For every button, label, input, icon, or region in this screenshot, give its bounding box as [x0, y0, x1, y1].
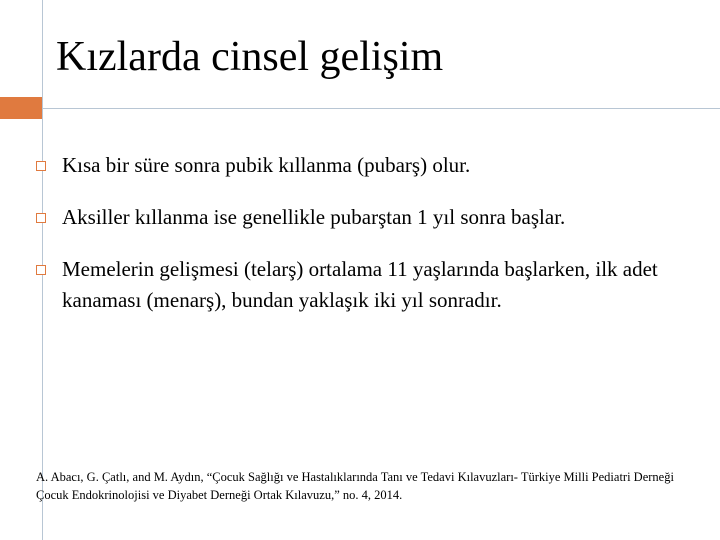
title-divider [42, 108, 720, 109]
square-bullet-icon [36, 161, 46, 171]
bullet-text: Memelerin gelişmesi (telarş) ortalama 11 yaşlarında başlarken, ilk adet kanaması (menarş), bundan yaklaşık iki yıl sonradır. [62, 257, 658, 312]
list-item [36, 150, 696, 181]
title-accent-bar [0, 97, 42, 119]
slide-title: Kızlarda cinsel gelişim [56, 34, 444, 80]
bullet-text: Aksiller kıllanma ise genellikle pubarştan 1 yıl sonra başlar. [62, 205, 566, 229]
list-item [36, 202, 696, 233]
square-bullet-icon [36, 213, 46, 223]
square-bullet-icon [36, 265, 46, 275]
list-item [36, 254, 696, 316]
bullet-list [36, 150, 696, 316]
bullet-text: Kısa bir süre sonra pubik kıllanma (pubarş) olur. [62, 153, 471, 177]
citation-text: A. Abacı, G. Çatlı, and M. Aydın, “Çocuk Sağlığı ve Hastalıklarında Tanı ve Tedavi Kılavuzları- Türkiye Milli Pediatri Derneği Çocuk Endokrinolojisi ve Diyabet Derneği Ortak Kılavuzu,” no. 4, 2014. [36, 470, 674, 502]
